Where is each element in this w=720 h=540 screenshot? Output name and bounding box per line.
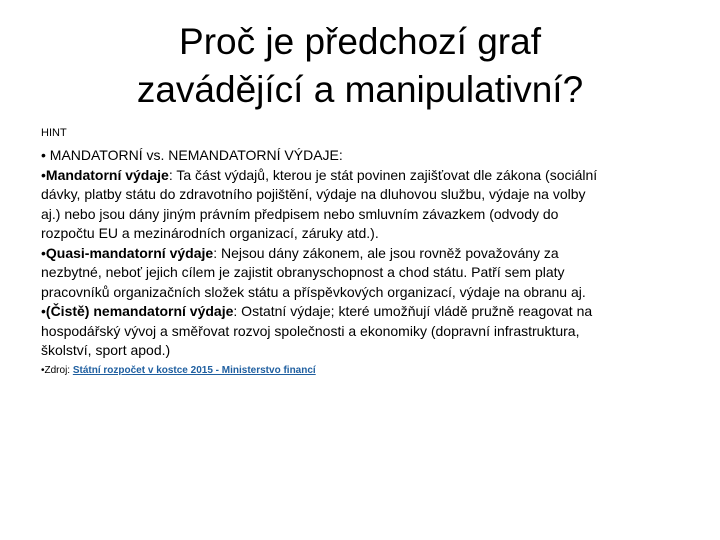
mandatory-text: : Ta část výdajů, kterou je stát povinen zajišťovat dle zákona (sociální dávky, platby státu do zdravotního pojištění, výdaje na dluhovou službu, výdaje na volby aj.) nebo jsou dány jiným právním předpisem nebo smluvním závazkem (odvody do rozpočtu EU a mezinárodních organizací, záruky atd.). bbox=[41, 166, 598, 241]
bullet-marker: • bbox=[41, 303, 46, 319]
quasi-term: Quasi-mandatorní výdaje bbox=[45, 244, 214, 261]
source-line bbox=[41, 364, 601, 378]
source-prefix: •Zdroj: bbox=[41, 364, 73, 376]
nonmandatory-term: (Čistě) nemandatorní výdaje bbox=[45, 303, 234, 319]
bullet-marker: • bbox=[41, 244, 46, 261]
slide-content bbox=[41, 126, 601, 378]
bullet-marker: • bbox=[41, 166, 46, 183]
source-link[interactable]: Státní rozpočet v kostce 2015 - Ministerstvo financí bbox=[72, 364, 316, 376]
hint-label: HINT bbox=[41, 127, 67, 139]
mandatory-term: Mandatorní výdaje bbox=[45, 166, 169, 183]
quasi-bullet bbox=[41, 244, 601, 303]
slide-title bbox=[60, 18, 660, 114]
quasi-text: : Nejsou dány zákonem, ale jsou rovněž považovány za nezbytné, neboť jejich cílem je zajistit obranyschopnost a chod státu. Patří sem platy pracovníků organizačních složek státu a příspěvkových organizací, výdaje na obranu aj. bbox=[41, 244, 586, 300]
title-line-2: zavádějící a manipulativní? bbox=[136, 69, 584, 110]
nonmandatory-text: : Ostatní výdaje; které umožňují vládě pružně reagovat na hospodářský vývoj a směřovat rozvoj společnosti a ekonomiky (dopravní infrastruktura, školství, sport apod.) bbox=[41, 303, 593, 358]
mandatory-bullet bbox=[41, 166, 601, 244]
intro-bullet: • MANDATORNÍ vs. NEMANDATORNÍ VÝDAJE: bbox=[41, 147, 343, 163]
title-line-1: Proč je předchozí graf bbox=[179, 21, 541, 62]
nonmandatory-bullet bbox=[41, 302, 601, 361]
